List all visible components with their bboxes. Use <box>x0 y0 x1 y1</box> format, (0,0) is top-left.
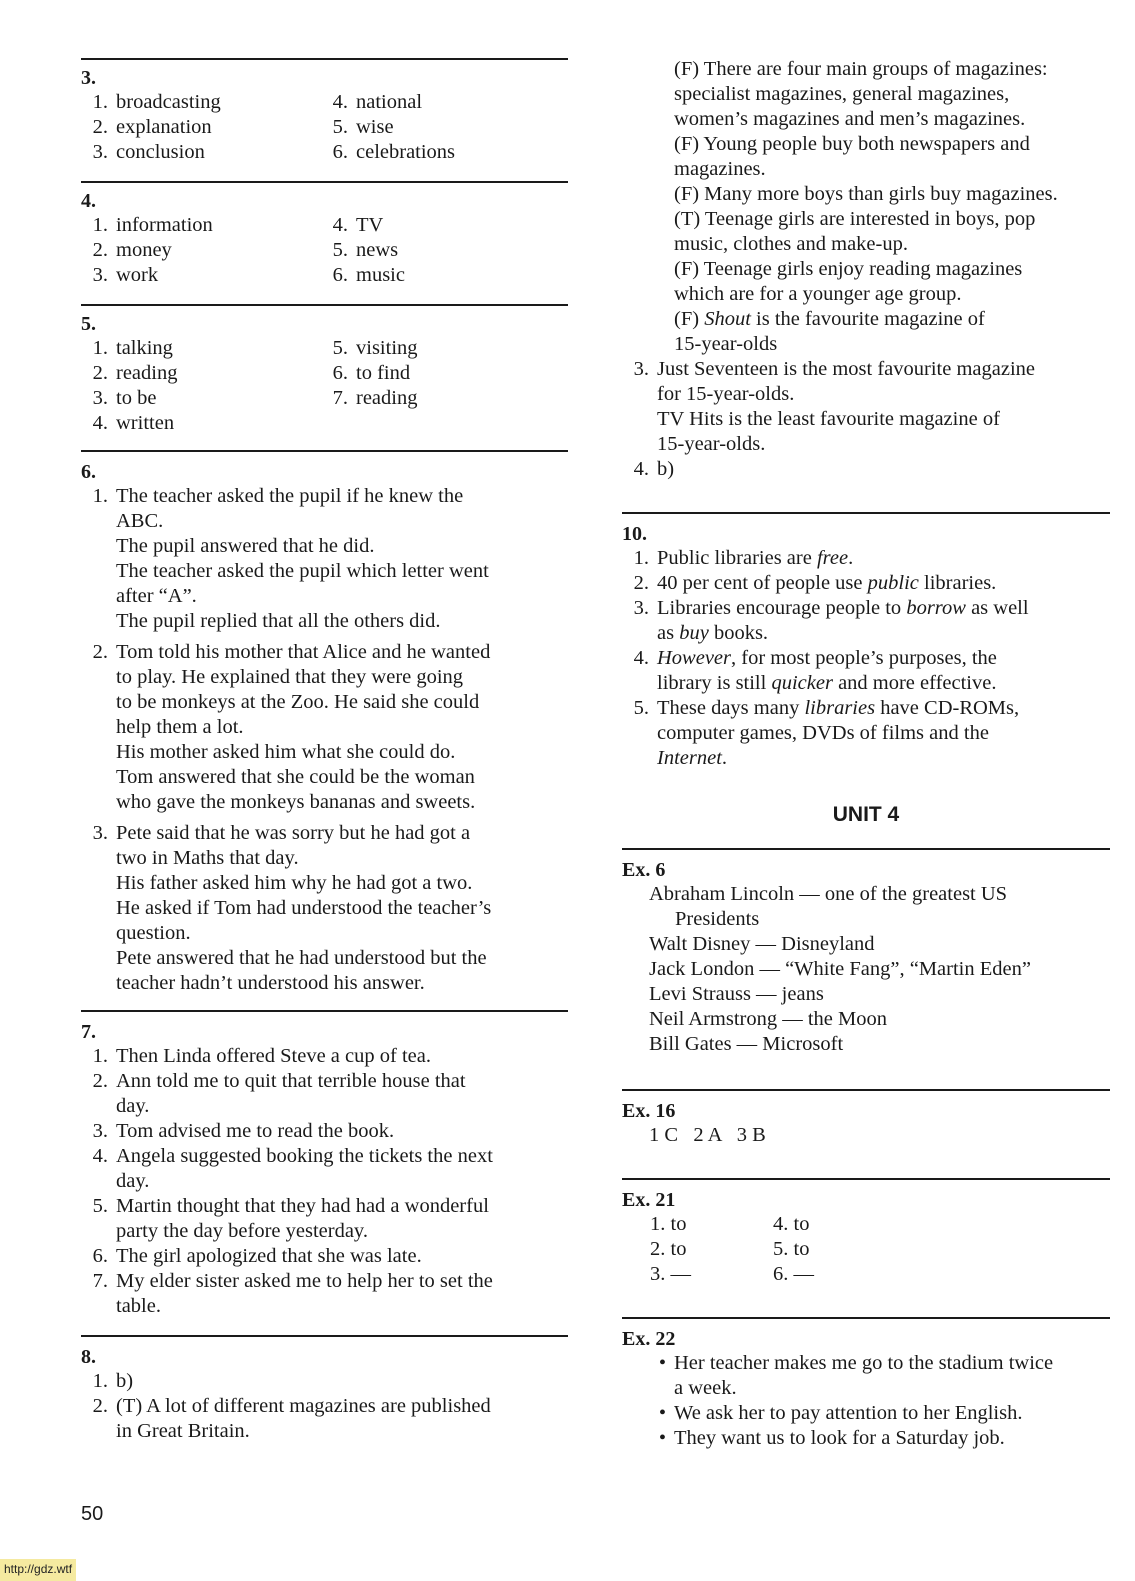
text-run: as <box>657 622 680 644</box>
text-line: The teacher asked the pupil if he knew the <box>116 485 464 507</box>
answer-item <box>81 140 321 165</box>
section-divider <box>622 1089 1110 1091</box>
item-text: information <box>116 214 213 236</box>
answer-item <box>81 115 321 140</box>
exercise-ex21 <box>622 1188 1110 1287</box>
exercise-6 <box>81 460 568 996</box>
item-number: 1. <box>92 91 108 113</box>
answer-list <box>622 546 1110 771</box>
item-number: 2. <box>92 1070 108 1092</box>
item-number: 5. <box>332 239 348 261</box>
item-number: 3. <box>92 387 108 409</box>
answer-columns <box>81 336 568 436</box>
text-line: ABC. <box>116 510 164 532</box>
answer-item <box>81 213 321 238</box>
text-run: 40 per cent of people use <box>657 572 868 594</box>
text-run: These days many <box>657 697 805 719</box>
answer-item: 3. — <box>650 1263 691 1285</box>
text-run: books. <box>708 622 769 644</box>
item-text <box>116 640 568 815</box>
statement-line: specialist magazines, general magazines, <box>674 83 1010 105</box>
answer-item <box>81 1119 568 1144</box>
match-line: Bill Gates — Microsoft <box>649 1033 844 1055</box>
section-divider <box>81 1010 568 1012</box>
answer-item: 5. to <box>773 1238 810 1260</box>
item-number: 4. <box>92 1145 108 1167</box>
text-line <box>657 671 1110 696</box>
text-run: computer games, DVDs of films and the <box>657 722 989 744</box>
section-divider <box>622 512 1110 514</box>
item-text <box>657 571 1110 596</box>
item-number: 1. <box>92 485 108 507</box>
answer-item <box>622 696 1110 771</box>
bullet-item <box>622 1351 1110 1401</box>
statement-line: (F) Many more boys than girls buy magazines. <box>674 183 1058 205</box>
text-line: Tom told his mother that Alice and he wanted <box>116 641 491 663</box>
item-text: to be <box>116 387 157 409</box>
item-number: 2. <box>92 239 108 261</box>
item-text: music <box>356 264 405 286</box>
item-number: 7. <box>92 1270 108 1292</box>
bullet-item <box>622 1401 1110 1426</box>
text-run: as well <box>965 597 1029 619</box>
text-line <box>657 646 1110 671</box>
text-run: and more effective. <box>832 672 997 694</box>
answer-item <box>622 596 1110 646</box>
text-run: . <box>721 747 728 769</box>
item-number: 6. <box>332 362 348 384</box>
item-text <box>116 1244 568 1269</box>
item-text: reading <box>116 362 178 384</box>
answer-item <box>81 361 321 386</box>
item-number: 6. <box>332 264 348 286</box>
item-text: celebrations <box>356 141 456 163</box>
item-text: TV <box>356 214 384 236</box>
exercise-number: 7. <box>81 1021 96 1043</box>
item-text: explanation <box>116 116 212 138</box>
text-line: Pete answered that he had understood but the <box>116 947 487 969</box>
item-text <box>674 1351 1110 1401</box>
item-text: to find <box>356 362 411 384</box>
item-text <box>657 696 1110 771</box>
text-line <box>657 571 1110 596</box>
exercise-8 <box>81 1345 568 1444</box>
section-divider <box>81 304 568 306</box>
text-line: teacher hadn’t understood his answer. <box>116 972 425 994</box>
text-line: Martin thought that they had had a wonderful <box>116 1195 489 1217</box>
answer-item <box>81 90 321 115</box>
section-divider <box>81 450 568 452</box>
answer-item <box>622 546 1110 571</box>
match-line: Levi Strauss — jeans <box>649 983 824 1005</box>
text-line: The pupil answered that he did. <box>116 535 375 557</box>
item-text <box>674 1426 1110 1451</box>
item-number: 6. <box>332 141 348 163</box>
item-text: broadcasting <box>116 91 221 113</box>
text-line: His mother asked him what she could do. <box>116 741 456 763</box>
answer-item <box>321 140 455 165</box>
item-text: national <box>356 91 423 113</box>
statement-line: (F) There are four main groups of magazines: <box>674 58 1048 80</box>
left-column <box>81 0 568 1444</box>
text-line <box>657 696 1110 721</box>
answer-item <box>321 90 455 115</box>
answer-item <box>321 361 418 386</box>
text-line: His father asked him why he had got a two. <box>116 872 473 894</box>
text-line: after “A”. <box>116 585 197 607</box>
item-number: 5. <box>633 697 649 719</box>
answer-item <box>81 1244 568 1269</box>
statement-line: (T) Teenage girls are interested in boys, pop <box>674 208 1036 230</box>
exercise-number: 6. <box>81 461 96 483</box>
answer-columns <box>81 213 568 288</box>
answer-item: 1. to <box>650 1213 687 1235</box>
item-number: 2. <box>633 572 649 594</box>
item-number: 4. <box>92 412 108 434</box>
emphasized-word: Internet <box>657 747 722 769</box>
text-line: Tom advised me to read the book. <box>116 1120 395 1142</box>
text-line: day. <box>116 1095 150 1117</box>
exercise-number: Ex. 21 <box>622 1189 676 1211</box>
answer-columns <box>622 1212 1110 1287</box>
answer-item: 6. — <box>773 1263 814 1285</box>
answer-item <box>81 1194 568 1244</box>
text-line: help them a lot. <box>116 716 244 738</box>
exercise-number: Ex. 22 <box>622 1328 676 1350</box>
exercise-number: 3. <box>81 67 96 89</box>
answer-list <box>81 484 568 996</box>
answer-item <box>321 115 455 140</box>
exercise-number: Ex. 16 <box>622 1100 676 1122</box>
item-text: work <box>116 264 159 286</box>
text-line: They want us to look for a Saturday job. <box>674 1427 1005 1449</box>
text-line <box>657 596 1110 621</box>
answer-list <box>622 882 1110 1057</box>
item-text <box>657 457 1110 482</box>
exercise-ex22 <box>622 1327 1110 1451</box>
item-text <box>116 484 568 634</box>
right-column <box>622 0 1110 1451</box>
item-text: written <box>116 412 175 434</box>
text-line: for 15-year-olds. <box>657 383 795 405</box>
exercise-5 <box>81 312 568 436</box>
emphasized-word: quicker <box>771 672 833 694</box>
exercise-8-continued <box>622 57 1110 482</box>
section-divider <box>622 1178 1110 1180</box>
text-line <box>657 721 1110 746</box>
text-run: Libraries encourage people to <box>657 597 907 619</box>
section-divider <box>622 848 1110 850</box>
tf-marker: (F) <box>674 308 705 330</box>
text-line: a week. <box>674 1377 737 1399</box>
answer-item <box>81 336 321 361</box>
item-text: reading <box>356 387 418 409</box>
statement-line: women’s magazines and men’s magazines. <box>674 108 1026 130</box>
answer-item <box>81 386 321 411</box>
item-number: 2. <box>92 116 108 138</box>
bullet-list <box>622 1351 1110 1451</box>
item-number: 3. <box>633 597 649 619</box>
text-run: Public libraries are <box>657 547 817 569</box>
answer-columns <box>81 90 568 165</box>
item-text: money <box>116 239 172 261</box>
answer-item <box>622 357 1110 457</box>
text-line <box>657 746 1110 771</box>
item-number: 2. <box>92 362 108 384</box>
section-divider <box>81 1335 568 1337</box>
text-line: We ask her to pay attention to her English. <box>674 1402 1023 1424</box>
exercise-number: Ex. 6 <box>622 859 666 881</box>
answer-item <box>81 1269 568 1319</box>
answer-item <box>81 640 568 815</box>
section-divider <box>622 1317 1110 1319</box>
text-line: b) <box>116 1370 134 1392</box>
item-number: 5. <box>332 116 348 138</box>
answer-item <box>622 646 1110 696</box>
text-line: The pupil replied that all the others did. <box>116 610 441 632</box>
unit-heading: UNIT 4 <box>832 803 900 826</box>
item-number: 5. <box>332 337 348 359</box>
text-line: Her teacher makes me go to the stadium twice <box>674 1352 1054 1374</box>
answer-item <box>81 821 568 996</box>
answer-item <box>81 238 321 263</box>
text-line: in Great Britain. <box>116 1420 250 1442</box>
text-line: to be monkeys at the Zoo. He said she could <box>116 691 480 713</box>
text-line: day. <box>116 1170 150 1192</box>
item-text: conclusion <box>116 141 205 163</box>
emphasized-word: public <box>867 572 919 594</box>
answer-item <box>81 1044 568 1069</box>
text-line: table. <box>116 1295 161 1317</box>
text-run: . <box>848 547 854 569</box>
text-line: Just Seventeen is the most favourite magazine <box>657 358 1036 380</box>
watermark-link[interactable]: http://gdz.wtf <box>0 1559 76 1581</box>
item-text <box>116 1269 568 1319</box>
answer-line: 1 C 2 A 3 B <box>649 1124 766 1146</box>
emphasized-word: free <box>816 547 849 569</box>
match-line: Presidents <box>675 908 760 930</box>
item-text <box>657 357 1110 457</box>
item-number: 3. <box>92 822 108 844</box>
text-line: to play. He explained that they were going <box>116 666 464 688</box>
statement-line: (F) Teenage girls enjoy reading magazines <box>674 258 1023 280</box>
answer-item <box>622 571 1110 596</box>
item-text <box>657 646 1110 696</box>
answer-list <box>622 357 1110 482</box>
exercise-number: 5. <box>81 313 96 335</box>
exercise-3 <box>81 66 568 165</box>
text-line: 15-year-olds. <box>657 433 766 455</box>
statement-line: magazines. <box>674 158 766 180</box>
match-line: Walt Disney — Disneyland <box>649 933 875 955</box>
item-text <box>657 546 1110 571</box>
text-run: libraries. <box>918 572 997 594</box>
text-line: Ann told me to quit that terrible house that <box>116 1070 466 1092</box>
item-text: visiting <box>356 337 418 359</box>
text-line: TV Hits is the least favourite magazine of <box>657 408 1000 430</box>
text-line <box>657 621 1110 646</box>
answer-item <box>81 1069 568 1119</box>
item-number: 7. <box>332 387 348 409</box>
match-line: Jack London — “White Fang”, “Martin Eden” <box>649 958 1031 980</box>
bullet-icon: • <box>658 1427 666 1449</box>
answer-item: 2. to <box>650 1238 687 1260</box>
text-line: two in Maths that day. <box>116 847 299 869</box>
item-text: wise <box>356 116 394 138</box>
match-line: Neil Armstrong — the Moon <box>649 1008 888 1030</box>
item-text <box>116 1044 568 1069</box>
answer-item <box>321 336 418 361</box>
statement-line: music, clothes and make-up. <box>674 233 908 255</box>
item-number: 3. <box>92 141 108 163</box>
answer-item <box>321 386 418 411</box>
exercise-ex6 <box>622 858 1110 1057</box>
item-number: 4. <box>332 214 348 236</box>
text-line: The teacher asked the pupil which letter went <box>116 560 489 582</box>
item-text <box>674 1401 1110 1426</box>
item-number: 4. <box>633 647 649 669</box>
answer-item <box>321 238 405 263</box>
item-text <box>116 1119 568 1144</box>
section-divider <box>81 181 568 183</box>
statement-line: (F) Young people buy both newspapers and <box>674 133 1030 155</box>
item-text: talking <box>116 337 173 359</box>
text-line: Tom answered that she could be the woman <box>116 766 475 788</box>
text-run: , for most people’s purposes, the <box>731 647 997 669</box>
text-line: My elder sister asked me to help her to set the <box>116 1270 493 1292</box>
item-number: 6. <box>92 1245 108 1267</box>
bullet-icon: • <box>658 1352 666 1374</box>
item-number: 2. <box>92 1395 108 1417</box>
answer-item <box>622 457 1110 482</box>
item-number: 3. <box>633 358 649 380</box>
text-line: He asked if Tom had understood the teacher’s <box>116 897 492 919</box>
text-line: The girl apologized that she was late. <box>116 1245 422 1267</box>
text-run: library is still <box>657 672 772 694</box>
item-number: 1. <box>92 1370 108 1392</box>
answer-list <box>81 1369 568 1444</box>
text-line: Pete said that he was sorry but he had got a <box>116 822 471 844</box>
exercise-number: 8. <box>81 1346 96 1368</box>
statement-text: is the favourite magazine of <box>750 308 985 330</box>
item-text <box>116 1369 568 1394</box>
answer-item <box>321 213 405 238</box>
shout-statement <box>622 307 1110 332</box>
section-divider <box>81 58 568 60</box>
text-line: Angela suggested booking the tickets the next <box>116 1145 493 1167</box>
answer-item <box>81 1144 568 1194</box>
answer-item <box>81 263 321 288</box>
statement-line: which are for a younger age group. <box>674 283 962 305</box>
item-number: 4. <box>332 91 348 113</box>
exercise-number: 10. <box>622 523 647 545</box>
page-number: 50 <box>81 1503 104 1525</box>
item-text <box>657 596 1110 646</box>
emphasized-word: buy <box>679 622 709 644</box>
text-run: have CD-ROMs, <box>875 697 1020 719</box>
item-number: 1. <box>633 547 649 569</box>
emphasized-word: borrow <box>906 597 966 619</box>
answer-item: 4. to <box>773 1213 810 1235</box>
answer-item <box>81 484 568 634</box>
match-line: Abraham Lincoln — one of the greatest US <box>649 883 1008 905</box>
exercise-4 <box>81 189 568 288</box>
item-text <box>116 1194 568 1244</box>
text-line: Then Linda offered Steve a cup of tea. <box>116 1045 431 1067</box>
bullet-item <box>622 1426 1110 1451</box>
answer-item <box>321 263 405 288</box>
answer-list <box>81 1044 568 1319</box>
emphasized-word: However <box>657 647 732 669</box>
item-text <box>116 1394 568 1444</box>
answer-item <box>81 1394 568 1444</box>
text-line: question. <box>116 922 191 944</box>
item-number: 1. <box>92 337 108 359</box>
item-number: 5. <box>92 1195 108 1217</box>
answer-item <box>81 1369 568 1394</box>
exercise-7 <box>81 1020 568 1319</box>
item-number: 4. <box>633 458 649 480</box>
item-number: 3. <box>92 264 108 286</box>
item-text: news <box>356 239 399 261</box>
item-text <box>116 1069 568 1119</box>
true-false-list <box>622 57 1110 307</box>
item-number: 1. <box>92 214 108 236</box>
exercise-number: 4. <box>81 190 96 212</box>
answer-item <box>81 411 321 436</box>
magazine-title: Shout <box>704 308 751 330</box>
exercise-10 <box>622 522 1110 771</box>
item-text <box>116 1144 568 1194</box>
item-number: 3. <box>92 1120 108 1142</box>
emphasized-word: libraries <box>804 697 876 719</box>
text-line: party the day before yesterday. <box>116 1220 368 1242</box>
bullet-icon: • <box>658 1402 666 1424</box>
text-line: (T) A lot of different magazines are published <box>116 1395 491 1417</box>
item-number: 1. <box>92 1045 108 1067</box>
text-line: b) <box>657 458 675 480</box>
text-line: who gave the monkeys bananas and sweets. <box>116 791 476 813</box>
item-text <box>116 821 568 996</box>
exercise-ex16 <box>622 1099 1110 1148</box>
text-line <box>657 546 1110 571</box>
item-number: 2. <box>92 641 108 663</box>
statement-text: 15-year-olds <box>674 333 778 355</box>
